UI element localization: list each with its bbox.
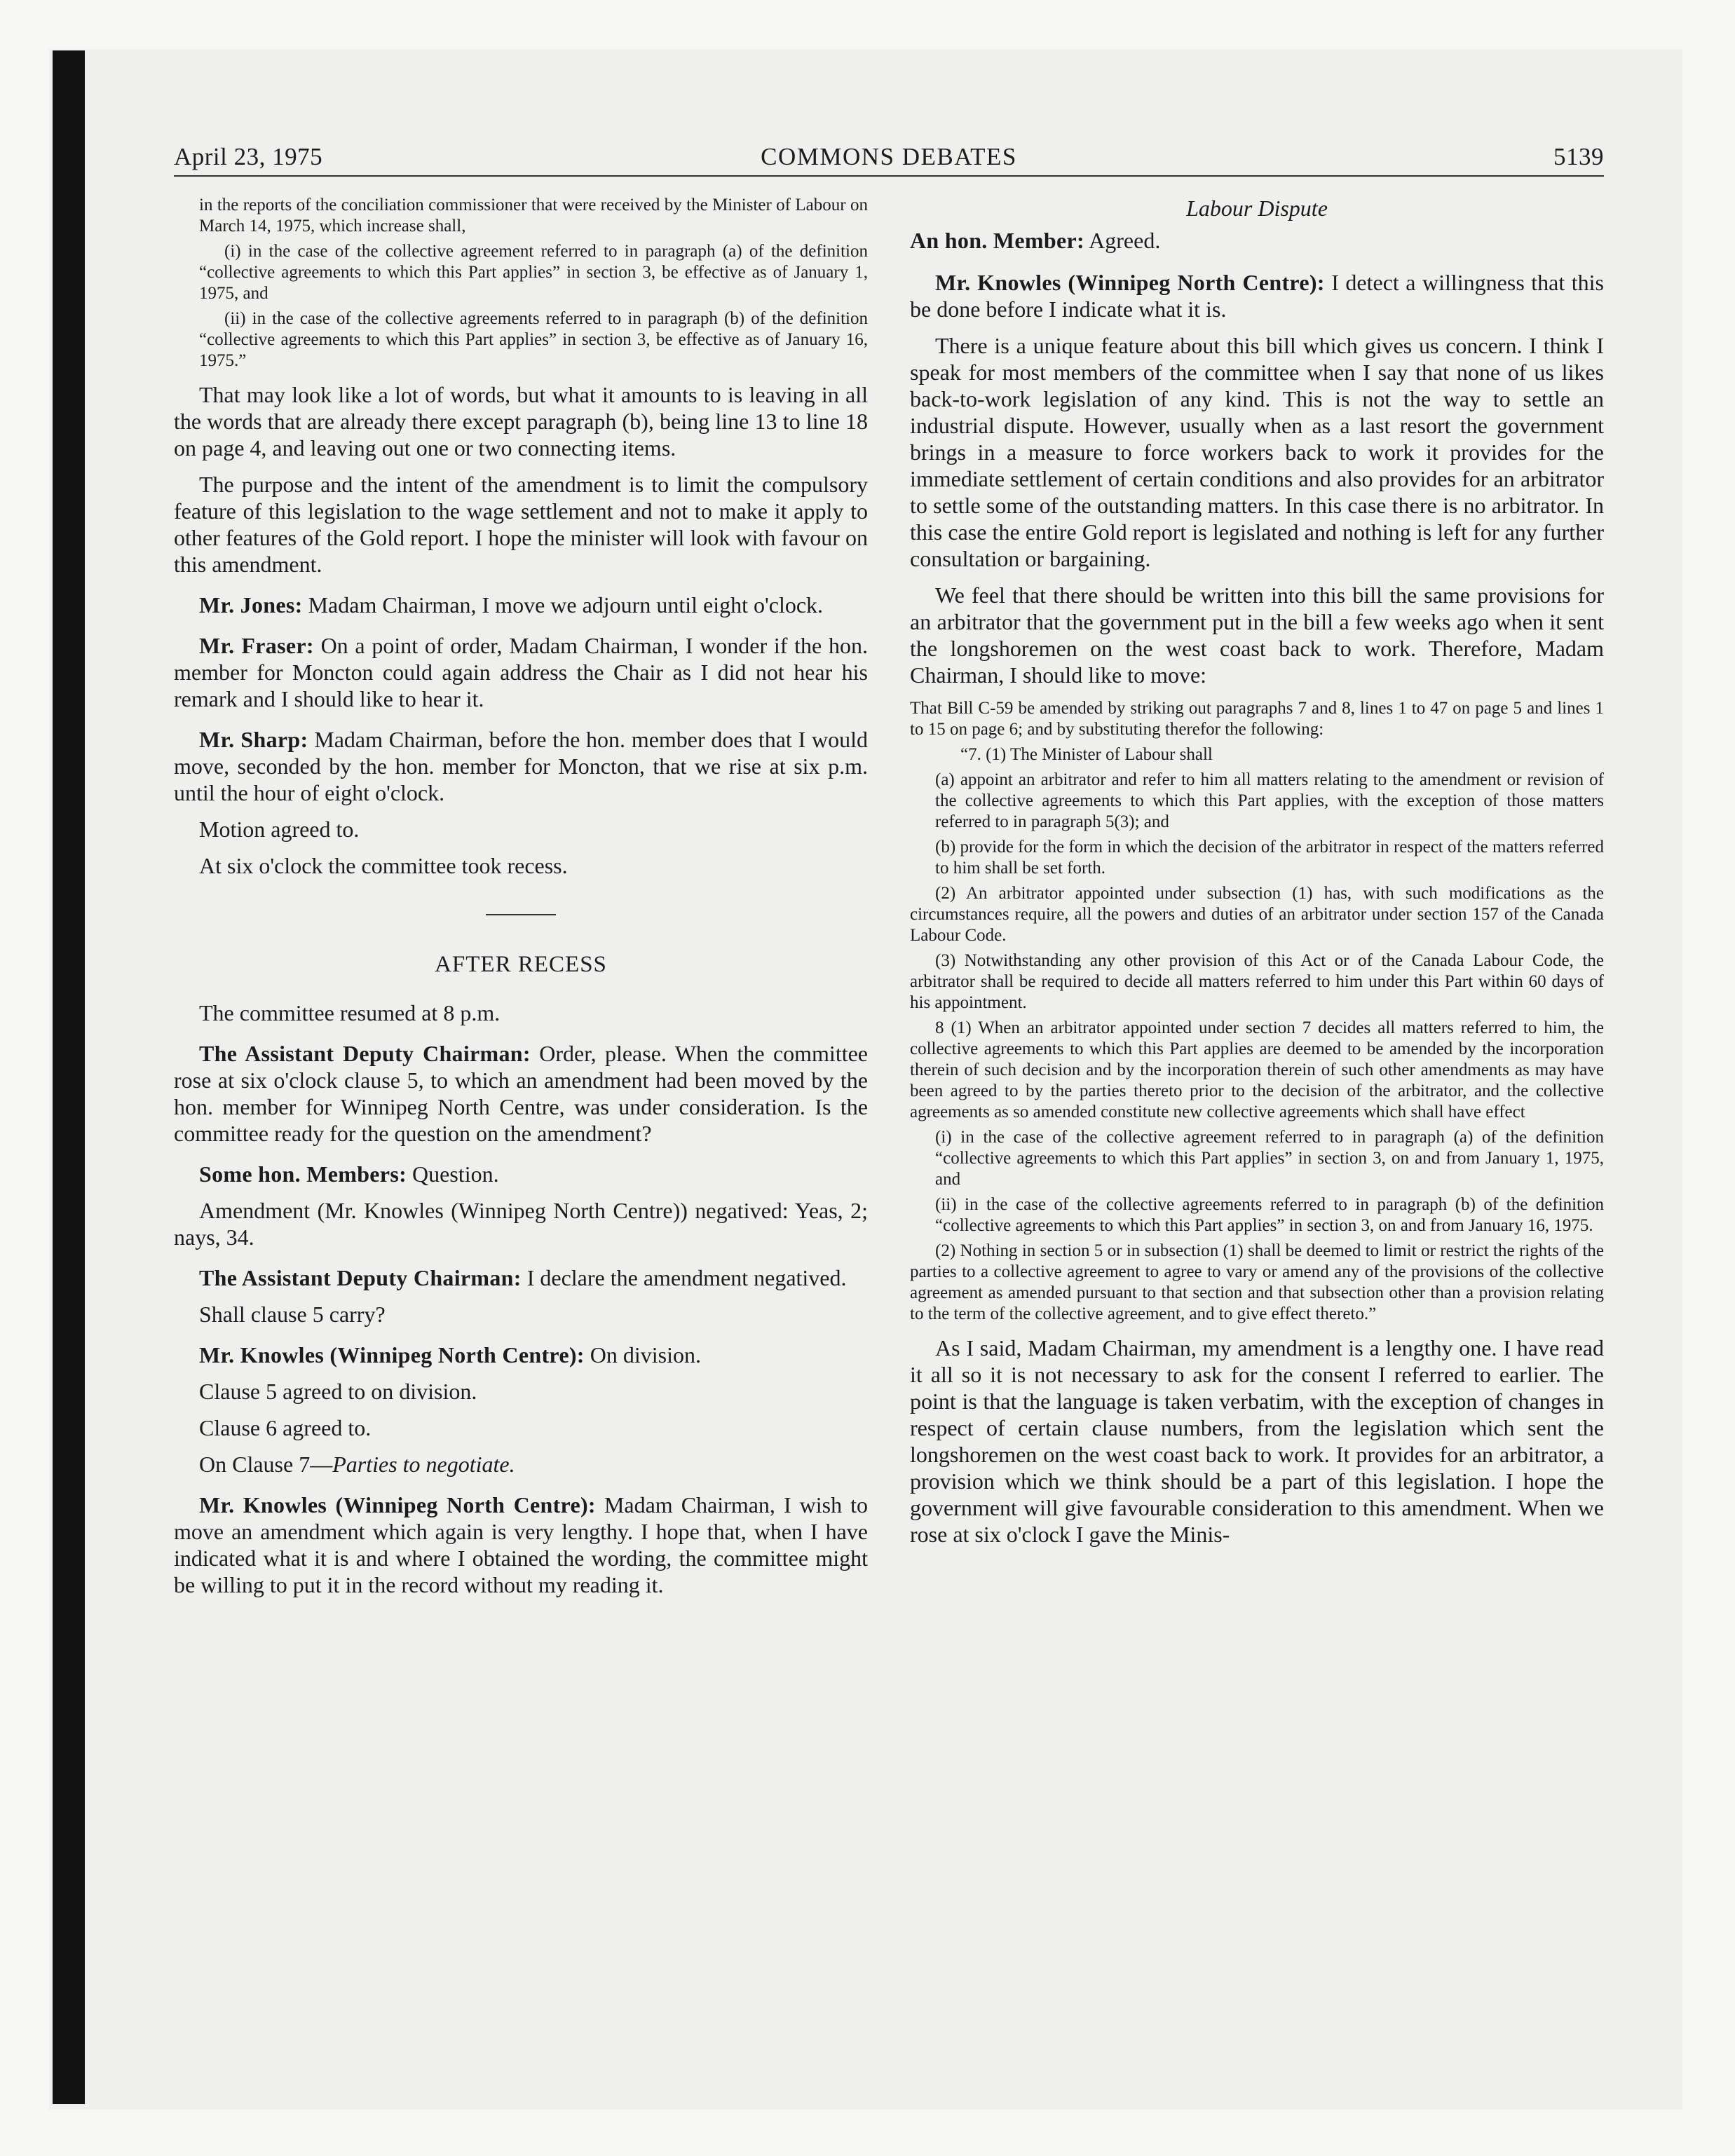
speech-text: On division. (590, 1342, 701, 1367)
scan-binding-edge (53, 50, 85, 2104)
speaker-name: Some hon. Members: (199, 1161, 407, 1187)
section-7-a: (a) appoint an arbitrator and refer to him all matters relating to the amendment or revision of the collective agreements to which this Part applies, with the exception of those matters referred to in paragraph 5(3); and (935, 770, 1604, 831)
header-rule (174, 175, 1604, 177)
header-title: COMMONS DEBATES (761, 143, 1017, 170)
speech-text: I detect a willingness that this be done before I indicate what it is. (910, 270, 1604, 322)
clause-title: Parties to negotiate. (332, 1452, 515, 1477)
speaker-name: Mr. Sharp: (199, 727, 308, 752)
resumed-note: The committee resumed at 8 p.m. (199, 1000, 501, 1025)
clause-result: Clause 6 agreed to. (199, 1415, 372, 1440)
speech-jones (174, 592, 868, 618)
speech-some-members (174, 1161, 868, 1187)
speech-knowles (174, 1492, 868, 1598)
quote-intro: in the reports of the conciliation commissioner that were received by the Minister of Labour on March 14, 1975, which increase shall, (199, 196, 868, 236)
speech-text: Agreed. (1089, 228, 1161, 253)
paragraph: As I said, Madam Chairman, my amendment is a lengthy one. I have read it all so it is not necessary to ask for the consent I referred to earlier. The point is that the language is taken verbatim, with the exception of changes in respect of certain clause numbers, from the legislation which sent the longshoremen on the west coast back to work. It provides for an arbitrator, a provision which we think should be a part of this legislation. I hope the government will give favourable consideration to this amendment. When we rose at six o'clock I gave the Minis- (910, 1335, 1604, 1547)
section-8-items (910, 1127, 1604, 1236)
section-label: Labour Dispute (1186, 196, 1328, 221)
motion-text-block (910, 698, 1604, 1325)
speech-text: Madam Chairman, I wish to move an amendment which again is very lengthy. I hope that, when I have indicated what it is and where I obtained the wording, the committee might be willing to put it in the record without my reading it. (174, 1492, 869, 1597)
speech-knowles (910, 269, 1604, 322)
speech-text: Question. (412, 1161, 499, 1187)
left-column (174, 195, 868, 1608)
clause-intro (174, 1451, 868, 1478)
speaker-name: Mr. Fraser: (199, 633, 314, 658)
proposed-sections (910, 744, 1604, 879)
speech-fraser (174, 632, 868, 712)
recess-note: At six o'clock the committee took recess. (199, 853, 568, 878)
section-8-ii: (ii) in the case of the collective agreements referred to in paragraph (b) of the definition “collective agreements to which this Part applies” in section 3, on and from January 16, 1975. (935, 1195, 1604, 1235)
header-date: April 23, 1975 (174, 143, 323, 170)
speaker-name: Mr. Knowles (Winnipeg North Centre): (935, 270, 1325, 295)
section-7-1: “7. (1) The Minister of Labour shall (960, 745, 1213, 764)
quote-item-i: (i) in the case of the collective agreement referred to in paragraph (a) of the definition “collective agreements to which this Part applies” in section 3, be effective as of January 1, 1975, and (199, 242, 868, 303)
quoted-text (174, 195, 868, 371)
speaker-name: Mr. Jones: (199, 592, 303, 618)
section-7-3: (3) Notwithstanding any other provision of this Act or of the Canada Labour Code, the arbitrator shall be required to decide all matters referred to him under this Part within 60 days of his appointment. (910, 951, 1604, 1012)
section-8-2: (2) Nothing in section 5 or in subsection (1) shall be deemed to limit or restrict the rights of the parties to a collective agreement to agree to vary or amend any of the provisions of the collective agreement as amended pursuant to that section and that subsection other than a provision relating to the term of the collective agreement, and to give effect thereto.” (910, 1241, 1604, 1323)
speaker-name: Mr. Knowles (Winnipeg North Centre): (199, 1492, 596, 1517)
speech-text: Madam Chairman, before the hon. member does that I would move, seconded by the hon. member for Moncton, that we rise at six p.m. until the hour of eight o'clock. (174, 727, 869, 805)
speech-sharp (174, 726, 868, 806)
clause-result: Clause 5 agreed to on division. (199, 1379, 477, 1404)
speech-knowles (174, 1342, 868, 1368)
amendment-result: Amendment (Mr. Knowles (Winnipeg North Centre)) negatived: Yeas, 2; nays, 34. (174, 1198, 868, 1250)
right-column (910, 195, 1604, 1557)
clause-question: Shall clause 5 carry? (199, 1302, 386, 1327)
section-8-i: (i) in the case of the collective agreement referred to in paragraph (a) of the definition “collective agreements to which this Part applies” in section 3, on and from January 1, 1975, and (935, 1128, 1604, 1189)
section-heading: AFTER RECESS (435, 952, 607, 977)
section-divider (486, 914, 556, 915)
section-8-1: 8 (1) When an arbitrator appointed under section 7 decides all matters referred to him, the collective agreements to which this Part applies are deemed to be amended by the incorporation therein of such decision and by the incorporation therein of such other amendments as may have been agreed to by the parties thereto prior to the decision of the arbitrator, and the collective agreements as so amended constitute new collective agreements which shall have effect (910, 1018, 1604, 1121)
header-page-number: 5139 (1553, 143, 1604, 170)
clause-prefix: On Clause 7— (199, 1452, 333, 1477)
speaker-name: The Assistant Deputy Chairman: (199, 1041, 531, 1066)
paragraph: The purpose and the intent of the amendment is to limit the compulsory feature of this legislation to the wage settlement and not to make it apply to other features of the Gold report. I hope the minister will look with favour on this amendment. (174, 472, 868, 577)
speech-text: Madam Chairman, I move we adjourn until eight o'clock. (308, 592, 824, 618)
quote-item-ii: (ii) in the case of the collective agreements referred to in paragraph (b) of the definition “collective agreements to which this Part applies” in section 3, be effective as of January 16, 1975.” (199, 309, 868, 370)
speaker-name: Mr. Knowles (Winnipeg North Centre): (199, 1342, 585, 1367)
paragraph: We feel that there should be written into this bill the same provisions for an arbitrator that the government put in the bill a few weeks ago when it sent the longshoremen on the west coast back to work. Therefore, Madam Chairman, I should like to move: (910, 582, 1604, 688)
speech-text: On a point of order, Madam Chairman, I wonder if the hon. member for Moncton could again address the Chair as I did not hear his remark and I should like to hear it. (174, 633, 869, 711)
section-7-b: (b) provide for the form in which the decision of the arbitrator in respect of the matters referred to him shall be set forth. (935, 838, 1604, 878)
motion-text: That Bill C-59 be amended by striking out paragraphs 7 and 8, lines 1 to 47 on page 5 and lines 1 to 15 on page 6; and by substituting therefor the following: (910, 699, 1604, 739)
paragraph: That may look like a lot of words, but what it amounts to is leaving in all the words that are already there except paragraph (b), being line 13 to line 18 on page 4, and leaving out one or two connecting items. (174, 382, 868, 460)
speech-text: Order, please. When the committee rose at six o'clock clause 5, to which an amendment had been moved by the hon. member for Winnipeg North Centre, was under consideration. Is the committee ready for the question on the amendment? (174, 1041, 868, 1146)
speech-hon-member (910, 227, 1604, 254)
running-head (174, 139, 1604, 181)
speech-text: I declare the amendment negatived. (526, 1265, 847, 1290)
paragraph: There is a unique feature about this bill which gives us concern. I think I speak for most members of the committee when I say that none of us likes back-to-work legislation of any kind. This is not the way to settle an industrial dispute. However, usually when as a last resort the government brings in a measure to force workers back to work it provides for the immediate settlement of certain conditions and also provides for an arbitrator to settle some of the outstanding matters. In this case there is no arbitrator. In this case the entire Gold report is legislated and nothing is left for any further consultation or bargaining. (910, 333, 1604, 571)
motion-agreed: Motion agreed to. (199, 817, 360, 842)
speaker-name: The Assistant Deputy Chairman: (199, 1265, 522, 1290)
section-7-2: (2) An arbitrator appointed under subsection (1) has, with such modifications as the circumstances require, all the powers and duties of an arbitrator under section 157 of the Canada Labour Code. (910, 884, 1604, 945)
speaker-name: An hon. Member: (910, 228, 1084, 253)
document-page (174, 139, 1604, 2073)
speech-assistant-deputy-chairman (174, 1040, 868, 1147)
speech-assistant-deputy-chairman (174, 1264, 868, 1291)
